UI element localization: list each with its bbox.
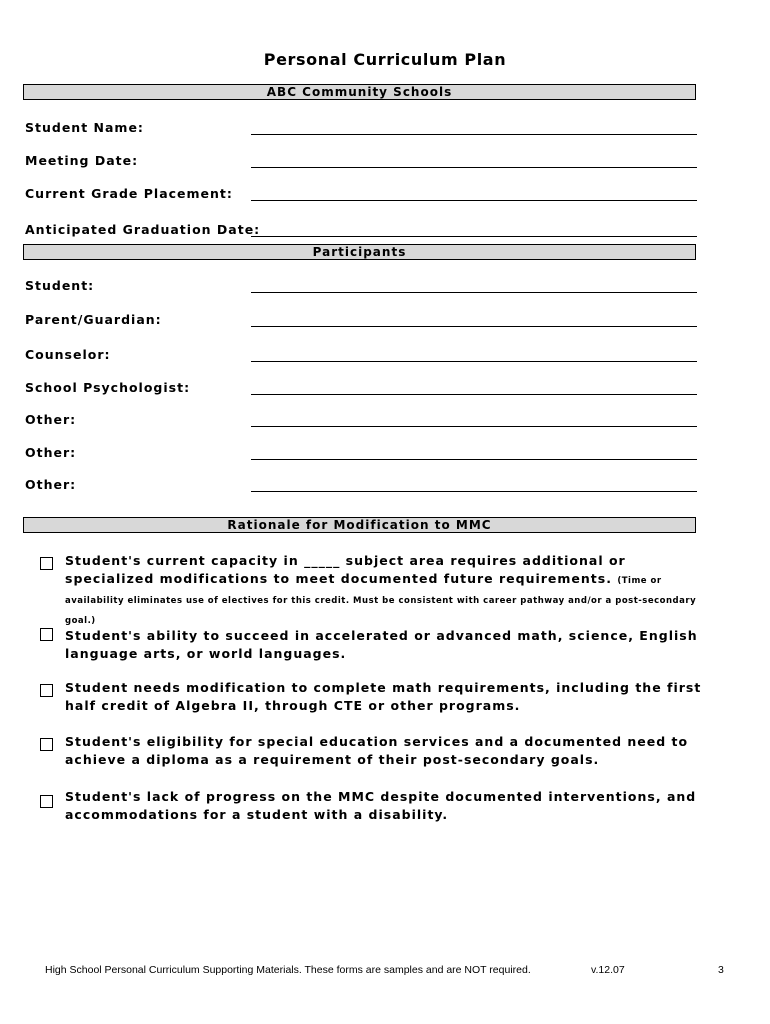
rationale-note: (Time or availability eliminates use of electives for this credit. Must be consistent with career pathway and/or a post-secondary goal.) [65,576,697,626]
participant-other-label: Other: [25,445,77,460]
participant-psychologist-label: School Psychologist: [25,380,191,395]
grade-placement-field[interactable] [251,200,697,201]
rationale-item: Student needs modification to complete math requirements, including the first half credit of Algebra II, through CTE or other programs. [65,680,702,713]
participant-counselor-field[interactable] [251,361,697,362]
rationale-header-bar: Rationale for Modification to MMC [23,517,696,533]
participant-other-field[interactable] [251,491,697,492]
rationale-item: Student's lack of progress on the MMC despite documented interventions, and accommodations for a student with a disability. [65,789,697,822]
rationale-item: Student's eligibility for special education services and a documented need to achieve a diploma as a requirement of their post-secondary goals. [65,734,689,767]
participant-other-field[interactable] [251,459,697,460]
participants-header-bar: Participants [23,244,696,260]
rationale-checkbox[interactable] [40,795,53,808]
participant-other-label: Other: [25,477,77,492]
grade-placement-label: Current Grade Placement: [25,186,233,201]
rationale-item: Student's ability to succeed in accelerated or advanced math, science, English language arts, or world languages. [65,628,698,661]
rationale-checkbox[interactable] [40,738,53,751]
rationale-checkbox[interactable] [40,628,53,641]
meeting-date-label: Meeting Date: [25,153,139,168]
footer-text: High School Personal Curriculum Supporting Materials. These forms are samples and are NOT required. [45,964,531,976]
participant-student-field[interactable] [251,292,697,293]
page-title: Personal Curriculum Plan [263,50,507,69]
participant-parent-field[interactable] [251,326,697,327]
student-name-field[interactable] [251,134,697,135]
school-header-bar: ABC Community Schools [23,84,696,100]
rationale-item [65,552,705,630]
student-name-label: Student Name: [25,120,144,135]
participant-other-label: Other: [25,412,77,427]
participant-parent-label: Parent/Guardian: [25,312,162,327]
footer-version: v.12.07 [591,964,625,976]
participant-counselor-label: Counselor: [25,347,111,362]
graduation-date-label: Anticipated Graduation Date: [25,222,261,237]
meeting-date-field[interactable] [251,167,697,168]
page-number: 3 [718,964,724,976]
participant-student-label: Student: [25,278,95,293]
rationale-checkbox[interactable] [40,684,53,697]
participant-other-field[interactable] [251,426,697,427]
graduation-date-field[interactable] [251,236,697,237]
participant-psychologist-field[interactable] [251,394,697,395]
rationale-text: Student's current capacity in _____ subject area requires additional or specialized modifications to meet documented future requirements. [65,553,626,586]
rationale-checkbox[interactable] [40,557,53,570]
